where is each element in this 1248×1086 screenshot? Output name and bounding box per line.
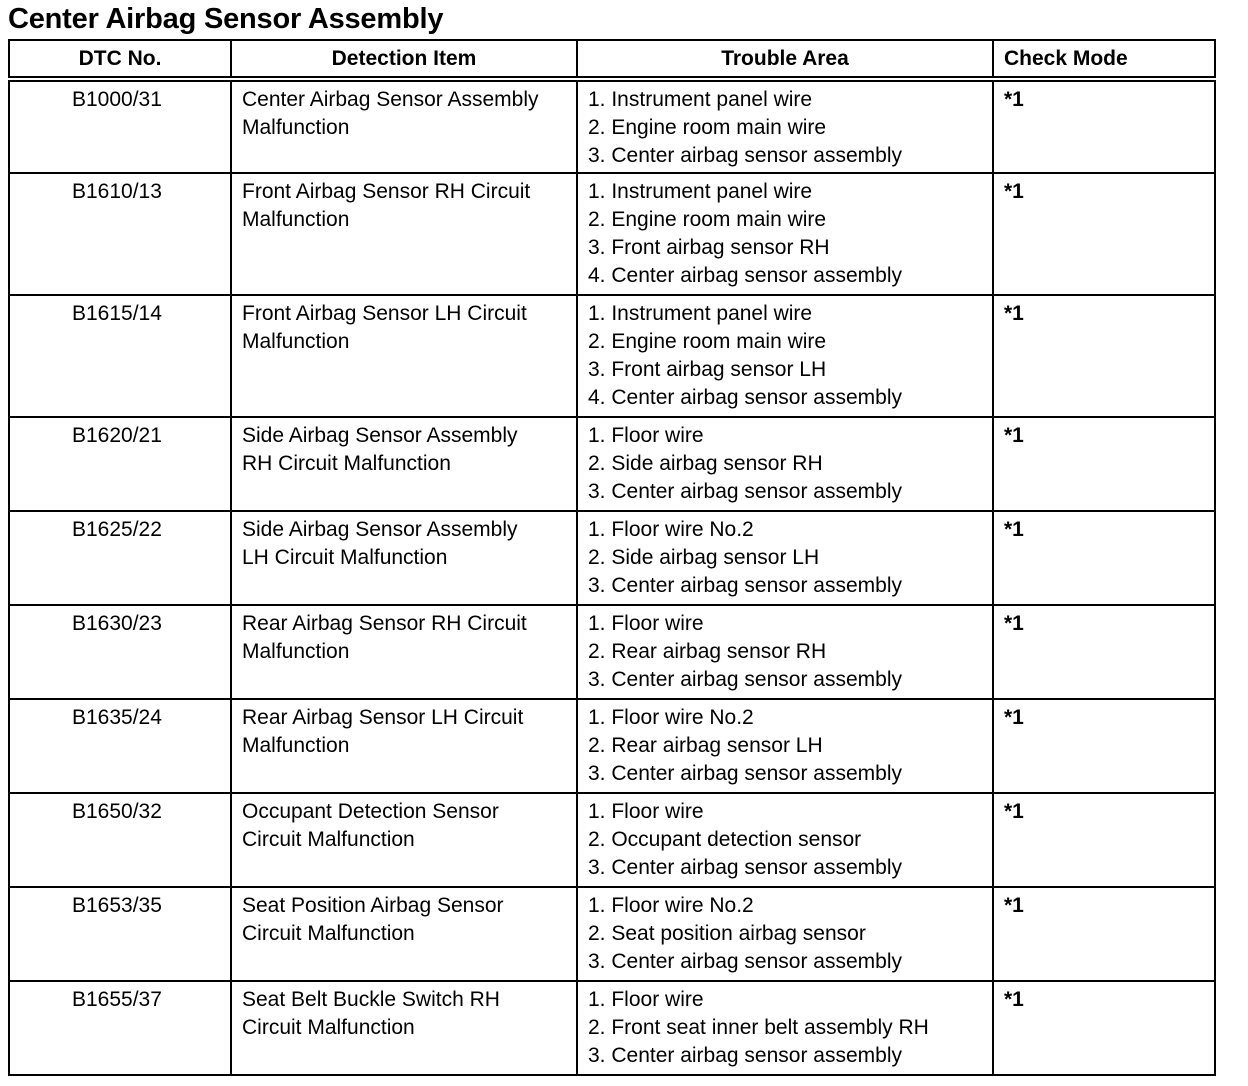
table-header-row [9,40,1215,79]
check-mode: *1 [993,887,1215,981]
dtc-code: B1625/22 [9,511,231,605]
dtc-code: B1635/24 [9,699,231,793]
trouble-area [577,793,993,887]
table-row [9,295,1215,417]
table-row [9,605,1215,699]
dtc-code: B1620/21 [9,417,231,511]
header-detection-item: Detection Item [231,40,577,79]
check-mode: *1 [993,605,1215,699]
trouble-area [577,605,993,699]
check-mode: *1 [993,793,1215,887]
trouble-area-item: 2. Side airbag sensor RH [588,452,823,475]
table-row [9,417,1215,511]
trouble-area-item: 1. Floor wire No.2 [588,894,754,917]
detection-item-line: Occupant Detection Sensor [242,800,499,823]
trouble-area-item: 2. Occupant detection sensor [588,828,862,851]
trouble-area-item: 3. Center airbag sensor assembly [588,144,902,167]
detection-item-line: Malfunction [242,640,350,663]
detection-item-line: Rear Airbag Sensor RH Circuit [242,612,527,635]
detection-item-line: Rear Airbag Sensor LH Circuit [242,706,524,729]
detection-item-line: Malfunction [242,208,350,231]
trouble-area [577,981,993,1075]
trouble-area [577,173,993,295]
detection-item-line: Center Airbag Sensor Assembly [242,88,539,111]
trouble-area-item: 3. Front airbag sensor LH [588,358,827,381]
trouble-area-item: 3. Center airbag sensor assembly [588,950,902,973]
table-row [9,511,1215,605]
table-row [9,981,1215,1075]
detection-item-line: LH Circuit Malfunction [242,546,448,569]
trouble-area-item: 1. Instrument panel wire [588,88,813,111]
detection-item-line: Circuit Malfunction [242,1016,415,1039]
detection-item-line: Malfunction [242,330,350,353]
detection-item [231,981,577,1075]
table-row [9,173,1215,295]
detection-item [231,417,577,511]
check-mode: *1 [993,699,1215,793]
header-trouble-area: Trouble Area [577,40,993,79]
dtc-code: B1650/32 [9,793,231,887]
header-dtc-no: DTC No. [9,40,231,79]
table-row [9,79,1215,173]
detection-item-line: Front Airbag Sensor RH Circuit [242,180,531,203]
trouble-area [577,417,993,511]
detection-item-line: Circuit Malfunction [242,828,415,851]
detection-item [231,793,577,887]
dtc-code: B1655/37 [9,981,231,1075]
detection-item-line: Side Airbag Sensor Assembly [242,518,518,541]
trouble-area-item: 2. Front seat inner belt assembly RH [588,1016,929,1039]
trouble-area-item: 1. Floor wire No.2 [588,518,754,541]
trouble-area-item: 3. Center airbag sensor assembly [588,668,902,691]
detection-item-line: Malfunction [242,734,350,757]
detection-item-line: Front Airbag Sensor LH Circuit [242,302,527,325]
check-mode: *1 [993,511,1215,605]
check-mode: *1 [993,295,1215,417]
detection-item-line: Seat Belt Buckle Switch RH [242,988,500,1011]
dtc-code: B1615/14 [9,295,231,417]
trouble-area-item: 2. Seat position airbag sensor [588,922,866,945]
detection-item-line: Seat Position Airbag Sensor [242,894,504,917]
trouble-area [577,79,993,173]
trouble-area-item: 3. Center airbag sensor assembly [588,1044,902,1067]
trouble-area-item: 1. Floor wire [588,988,704,1011]
check-mode: *1 [993,79,1215,173]
trouble-area [577,699,993,793]
table-body [9,79,1215,1075]
detection-item [231,295,577,417]
trouble-area-item: 2. Engine room main wire [588,208,827,231]
detection-item [231,173,577,295]
trouble-area [577,887,993,981]
detection-item [231,605,577,699]
trouble-area-item: 4. Center airbag sensor assembly [588,264,902,287]
detection-item [231,79,577,173]
table-row [9,793,1215,887]
trouble-area-item: 2. Rear airbag sensor RH [588,640,827,663]
dtc-code: B1630/23 [9,605,231,699]
table-row [9,887,1215,981]
trouble-area-item: 2. Side airbag sensor LH [588,546,820,569]
trouble-area [577,511,993,605]
trouble-area-item: 3. Center airbag sensor assembly [588,856,902,879]
trouble-area-item: 1. Floor wire No.2 [588,706,754,729]
dtc-table [8,39,1216,1076]
detection-item [231,887,577,981]
check-mode: *1 [993,173,1215,295]
check-mode: *1 [993,417,1215,511]
dtc-code: B1610/13 [9,173,231,295]
detection-item-line: Side Airbag Sensor Assembly [242,424,518,447]
trouble-area-item: 3. Center airbag sensor assembly [588,574,902,597]
dtc-code: B1653/35 [9,887,231,981]
page-title: Center Airbag Sensor Assembly [8,3,444,35]
detection-item [231,699,577,793]
table-row [9,699,1215,793]
trouble-area-item: 1. Instrument panel wire [588,180,813,203]
trouble-area [577,295,993,417]
trouble-area-item: 2. Engine room main wire [588,116,827,139]
trouble-area-item: 3. Center airbag sensor assembly [588,762,902,785]
detection-item [231,511,577,605]
trouble-area-item: 1. Instrument panel wire [588,302,813,325]
trouble-area-item: 1. Floor wire [588,424,704,447]
header-check-mode: Check Mode [993,40,1215,79]
trouble-area-item: 2. Engine room main wire [588,330,827,353]
trouble-area-item: 4. Center airbag sensor assembly [588,386,902,409]
trouble-area-item: 1. Floor wire [588,800,704,823]
trouble-area-item: 3. Front airbag sensor RH [588,236,830,259]
detection-item-line: RH Circuit Malfunction [242,452,451,475]
trouble-area-item: 2. Rear airbag sensor LH [588,734,823,757]
trouble-area-item: 1. Floor wire [588,612,704,635]
detection-item-line: Malfunction [242,116,350,139]
trouble-area-item: 3. Center airbag sensor assembly [588,480,902,503]
check-mode: *1 [993,981,1215,1075]
dtc-code: B1000/31 [9,79,231,173]
detection-item-line: Circuit Malfunction [242,922,415,945]
